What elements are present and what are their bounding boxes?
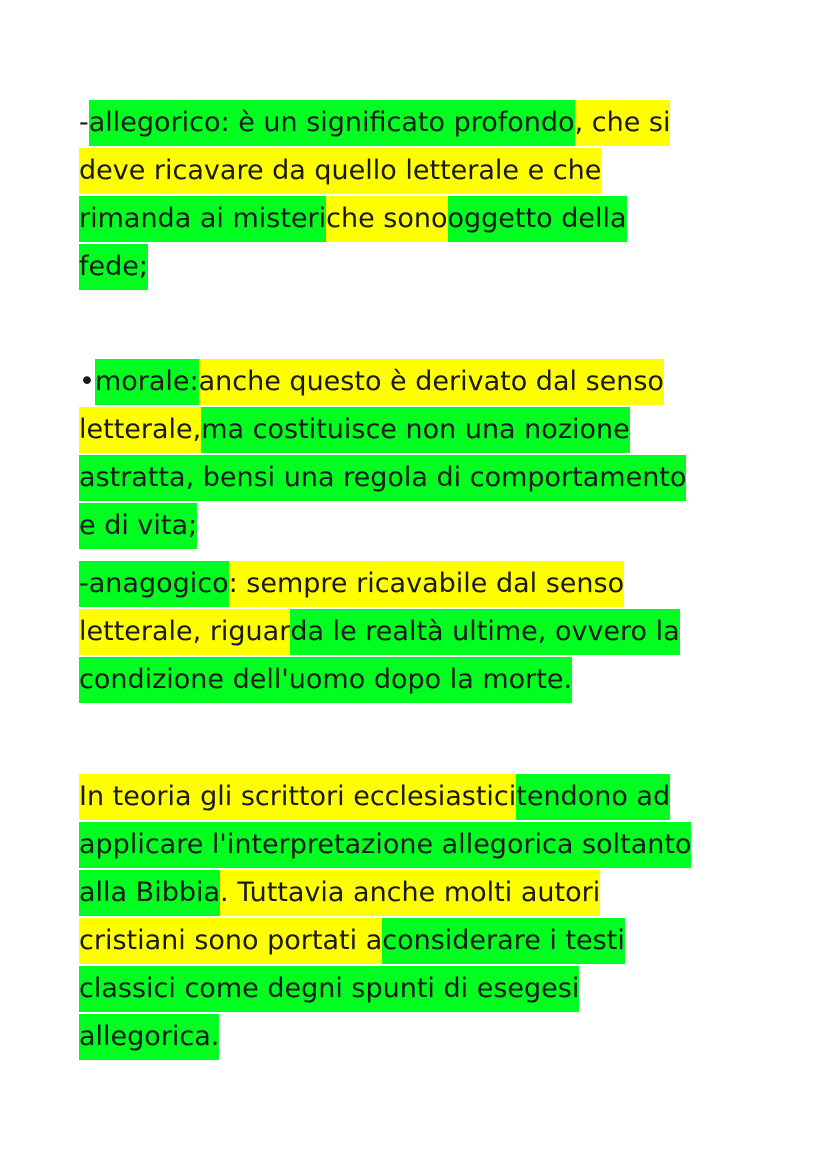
highlight-yellow: anche questo è derivato dal senso xyxy=(199,359,664,405)
highlight-green: da le realtà ultime, ovvero la xyxy=(290,609,679,655)
highlight-green: rimanda ai misteri xyxy=(79,196,326,242)
text-line xyxy=(79,196,779,244)
text-line xyxy=(79,359,779,407)
highlight-green: classici come degni spunti di esegesi xyxy=(79,966,579,1012)
text-line xyxy=(79,774,779,822)
highlight-green: allegorica. xyxy=(79,1014,219,1060)
highlight-yellow: , che si xyxy=(575,100,671,146)
text-line xyxy=(79,407,779,455)
highlight-green: -anagogico xyxy=(79,561,229,607)
paragraph-morale xyxy=(79,359,779,551)
highlight-green: astratta, bensi una regola di comportamento xyxy=(79,455,686,501)
text-segment: - xyxy=(79,107,89,138)
paragraph-teoria xyxy=(79,774,779,1062)
text-line xyxy=(79,100,779,148)
text-line xyxy=(79,657,779,705)
text-line xyxy=(79,561,779,609)
text-line xyxy=(79,503,779,551)
highlight-green: applicare l'interpretazione allegorica soltanto xyxy=(79,822,691,868)
highlight-yellow: che sono xyxy=(326,196,447,242)
highlight-yellow: cristiani sono portati a xyxy=(79,918,382,964)
text-line xyxy=(79,244,779,292)
text-line xyxy=(79,966,779,1014)
text-line xyxy=(79,148,779,196)
paragraph-anagogico xyxy=(79,561,779,705)
text-line xyxy=(79,609,779,657)
text-line xyxy=(79,870,779,918)
highlight-green: oggetto della xyxy=(448,196,627,242)
highlight-green: e di vita; xyxy=(79,503,197,549)
highlight-green: alla Bibbia xyxy=(79,870,220,916)
highlight-yellow: : sempre ricavabile dal senso xyxy=(229,561,625,607)
highlight-yellow: letterale, xyxy=(79,407,201,453)
text-line xyxy=(79,822,779,870)
highlight-green: morale: xyxy=(95,359,199,405)
highlight-green: tendono ad xyxy=(516,774,670,820)
highlight-green: condizione dell'uomo dopo la morte. xyxy=(79,657,572,703)
highlight-green: considerare i testi xyxy=(382,918,625,964)
highlight-yellow: letterale, riguar xyxy=(79,609,290,655)
paragraph-allegorico xyxy=(79,100,779,292)
highlight-green: allegorico: è un significato profondo xyxy=(89,100,575,146)
text-line xyxy=(79,1014,779,1062)
highlight-green: ma costituisce non una nozione xyxy=(201,407,629,453)
highlight-yellow: In teoria gli scrittori ecclesiastici xyxy=(79,774,516,820)
highlight-yellow: . Tuttavia anche molti autori xyxy=(220,870,600,916)
highlight-yellow: deve ricavare da quello letterale e che xyxy=(79,148,601,194)
highlight-green: fede; xyxy=(79,244,148,290)
text-line xyxy=(79,918,779,966)
text-line xyxy=(79,455,779,503)
text-segment: • xyxy=(79,366,95,397)
